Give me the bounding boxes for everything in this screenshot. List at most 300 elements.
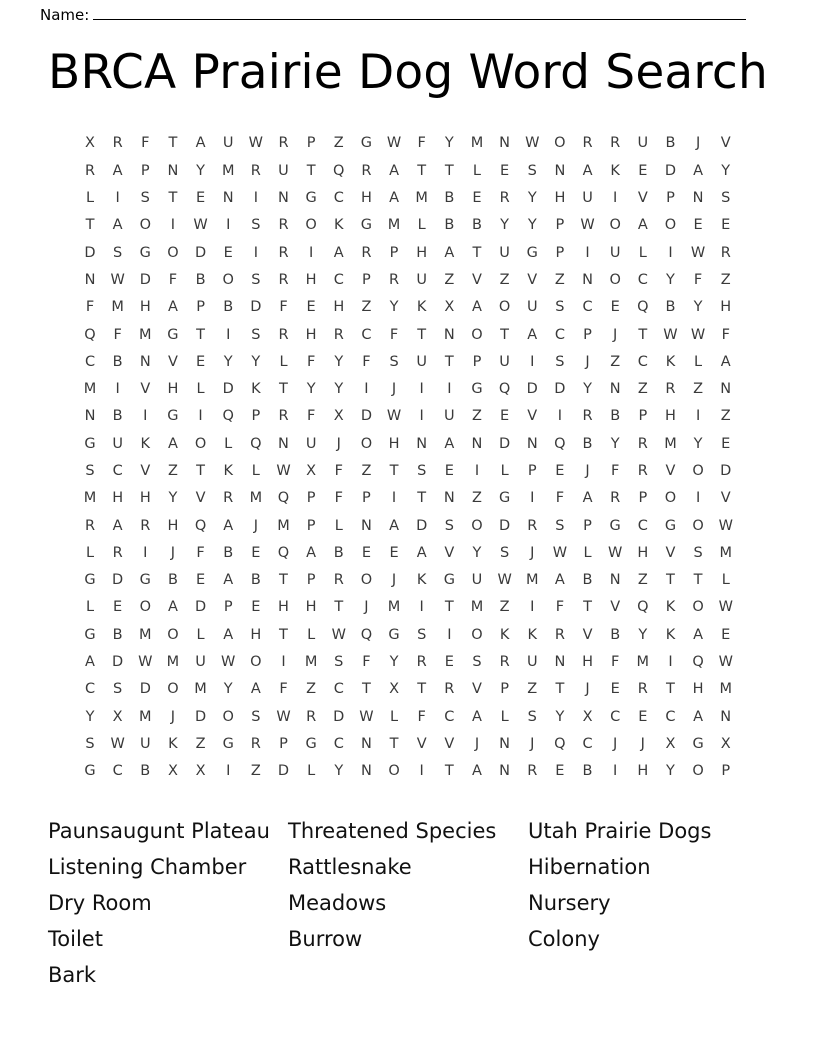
grid-cell[interactable]: T (444, 353, 454, 370)
grid-cell[interactable]: I (613, 190, 618, 207)
grid-cell[interactable]: O (222, 708, 234, 725)
grid-cell[interactable]: J (170, 544, 176, 561)
grid-cell[interactable]: W (221, 654, 236, 671)
grid-cell[interactable]: O (250, 654, 262, 671)
grid-cell[interactable]: K (416, 572, 427, 589)
grid-cell[interactable]: B (444, 217, 455, 234)
grid-cell[interactable]: K (527, 626, 537, 643)
grid-cell[interactable]: D (112, 654, 124, 671)
grid-cell[interactable]: S (113, 244, 123, 261)
grid-cell[interactable]: P (196, 299, 205, 316)
grid-cell[interactable]: Z (333, 135, 344, 152)
grid-cell[interactable]: L (251, 463, 260, 479)
grid-cell[interactable]: O (609, 217, 621, 234)
grid-cell[interactable]: R (499, 190, 510, 207)
grid-cell[interactable]: Y (251, 353, 261, 370)
grid-cell[interactable]: D (250, 299, 262, 316)
grid-cell[interactable]: B (582, 435, 593, 452)
grid-cell[interactable]: L (279, 353, 288, 370)
grid-cell[interactable]: A (527, 326, 538, 343)
grid-cell[interactable]: W (276, 463, 291, 479)
grid-cell[interactable]: P (279, 735, 288, 752)
word-list-item[interactable]: Meadows (288, 891, 387, 916)
grid-cell[interactable]: N (416, 435, 428, 452)
grid-cell[interactable]: Y (610, 435, 620, 452)
grid-cell[interactable]: Y (500, 217, 510, 234)
grid-cell[interactable]: G (498, 490, 511, 507)
grid-cell[interactable]: Y (223, 353, 233, 370)
grid-cell[interactable]: A (389, 190, 399, 207)
grid-cell[interactable]: K (251, 381, 261, 398)
grid-cell[interactable]: A (195, 135, 206, 152)
grid-cell[interactable]: R (278, 244, 289, 261)
grid-cell[interactable]: F (141, 135, 150, 152)
grid-cell[interactable]: M (111, 299, 124, 316)
grid-cell[interactable]: F (334, 490, 343, 507)
grid-cell[interactable]: C (333, 681, 344, 698)
grid-cell[interactable]: H (139, 299, 151, 316)
grid-cell[interactable]: N (443, 326, 455, 343)
grid-cell[interactable]: W (552, 544, 568, 561)
grid-cell[interactable]: S (85, 463, 95, 479)
grid-cell[interactable]: R (665, 381, 676, 398)
grid-cell[interactable]: D (333, 708, 345, 725)
grid-cell[interactable]: O (498, 299, 511, 316)
grid-cell[interactable]: R (112, 544, 123, 561)
grid-cell[interactable]: H (582, 654, 593, 671)
grid-cell[interactable]: O (471, 517, 483, 534)
grid-cell[interactable]: W (497, 572, 512, 589)
grid-cell[interactable]: E (251, 544, 261, 561)
grid-cell[interactable]: D (720, 463, 732, 479)
grid-cell[interactable]: R (333, 572, 344, 589)
grid-cell[interactable]: P (638, 490, 648, 507)
grid-cell[interactable]: S (140, 190, 150, 207)
grid-cell[interactable]: F (113, 326, 122, 343)
grid-cell[interactable]: J (695, 135, 701, 152)
grid-cell[interactable]: T (279, 626, 288, 643)
word-list-item[interactable]: Threatened Species (288, 819, 497, 844)
grid-cell[interactable]: N (609, 572, 621, 589)
grid-cell[interactable]: X (444, 299, 455, 316)
grid-cell[interactable]: U (416, 271, 427, 288)
grid-cell[interactable]: M (249, 490, 263, 507)
grid-cell[interactable]: G (305, 735, 317, 752)
grid-cell[interactable]: T (85, 217, 95, 234)
grid-cell[interactable]: A (582, 162, 593, 179)
grid-cell[interactable]: X (195, 763, 206, 780)
grid-cell[interactable]: I (668, 244, 673, 261)
grid-cell[interactable]: R (84, 162, 96, 179)
grid-cell[interactable]: N (554, 162, 566, 179)
grid-cell[interactable]: Y (693, 435, 703, 452)
grid-cell[interactable]: T (583, 599, 592, 616)
grid-cell[interactable]: I (695, 490, 701, 507)
grid-cell[interactable]: W (386, 135, 402, 152)
grid-cell[interactable]: T (168, 135, 178, 152)
name-write-line[interactable] (93, 6, 746, 20)
grid-cell[interactable]: W (276, 708, 291, 725)
grid-cell[interactable]: A (416, 544, 427, 561)
grid-cell[interactable]: Y (334, 763, 344, 780)
grid-cell[interactable]: C (637, 353, 648, 370)
word-search-grid[interactable] (78, 130, 738, 785)
grid-cell[interactable]: F (417, 708, 426, 725)
grid-cell[interactable]: V (444, 735, 455, 752)
grid-cell[interactable]: G (692, 735, 704, 752)
grid-cell[interactable]: S (555, 353, 565, 370)
grid-cell[interactable]: H (720, 299, 732, 316)
grid-cell[interactable]: O (692, 517, 704, 534)
grid-cell[interactable]: T (417, 490, 427, 507)
grid-cell[interactable]: E (444, 463, 454, 479)
grid-cell[interactable]: W (359, 708, 374, 725)
grid-cell[interactable]: W (525, 135, 540, 152)
grid-cell[interactable]: J (474, 735, 480, 752)
grid-cell[interactable]: R (278, 271, 289, 288)
grid-cell[interactable]: X (306, 463, 317, 479)
grid-cell[interactable]: I (226, 217, 231, 234)
grid-cell[interactable]: S (113, 681, 123, 698)
grid-cell[interactable]: Q (637, 599, 649, 616)
grid-cell[interactable]: I (530, 353, 535, 370)
grid-cell[interactable]: C (84, 353, 96, 370)
grid-cell[interactable]: S (472, 654, 482, 671)
grid-cell[interactable]: I (530, 490, 535, 507)
grid-cell[interactable]: Y (444, 135, 454, 152)
grid-cell[interactable]: L (334, 517, 343, 534)
grid-cell[interactable]: T (196, 463, 205, 479)
grid-cell[interactable]: P (140, 162, 150, 179)
grid-cell[interactable]: M (194, 681, 207, 698)
grid-cell[interactable]: B (140, 763, 151, 780)
grid-cell[interactable]: J (585, 463, 590, 479)
grid-cell[interactable]: C (582, 735, 593, 752)
grid-cell[interactable]: L (721, 572, 730, 589)
grid-cell[interactable]: D (194, 599, 207, 616)
grid-cell[interactable]: V (610, 599, 621, 616)
grid-cell[interactable]: P (306, 572, 316, 589)
grid-cell[interactable]: P (306, 135, 316, 152)
grid-cell[interactable]: G (84, 435, 96, 452)
grid-cell[interactable]: F (306, 353, 316, 370)
grid-cell[interactable]: O (554, 135, 566, 152)
grid-cell[interactable]: Y (389, 654, 399, 671)
grid-cell[interactable]: A (167, 299, 178, 316)
grid-cell[interactable]: T (666, 572, 675, 589)
grid-cell[interactable]: G (443, 572, 455, 589)
grid-cell[interactable]: M (221, 162, 235, 179)
grid-cell[interactable]: K (610, 162, 620, 179)
grid-cell[interactable]: D (112, 572, 124, 589)
grid-cell[interactable]: R (278, 408, 289, 425)
grid-cell[interactable]: I (143, 544, 148, 561)
grid-cell[interactable]: N (499, 135, 511, 152)
grid-cell[interactable]: D (139, 271, 151, 288)
grid-cell[interactable]: E (223, 244, 233, 261)
grid-cell[interactable]: Q (498, 381, 511, 398)
grid-cell[interactable]: A (223, 572, 234, 589)
grid-cell[interactable]: R (361, 244, 372, 261)
grid-cell[interactable]: Y (85, 708, 95, 725)
grid-cell[interactable]: J (585, 681, 590, 698)
grid-cell[interactable]: S (555, 517, 565, 534)
grid-cell[interactable]: A (444, 435, 455, 452)
grid-cell[interactable]: A (472, 763, 482, 780)
grid-cell[interactable]: O (692, 763, 704, 780)
grid-cell[interactable]: U (305, 435, 317, 452)
grid-cell[interactable]: F (85, 299, 95, 316)
grid-cell[interactable]: Z (720, 271, 731, 288)
grid-cell[interactable]: Y (583, 381, 592, 398)
grid-cell[interactable]: A (167, 599, 178, 616)
grid-cell[interactable]: L (417, 217, 426, 234)
word-list-item[interactable]: Bark (48, 963, 97, 988)
grid-cell[interactable]: Y (638, 626, 648, 643)
grid-cell[interactable]: V (665, 544, 676, 561)
grid-cell[interactable]: U (222, 135, 234, 152)
grid-cell[interactable]: P (527, 463, 537, 479)
grid-cell[interactable]: F (555, 599, 565, 616)
grid-cell[interactable]: E (195, 190, 206, 207)
grid-cell[interactable]: Q (277, 544, 290, 561)
grid-cell[interactable]: E (610, 299, 620, 316)
grid-cell[interactable]: B (444, 190, 455, 207)
grid-cell[interactable]: Q (637, 299, 649, 316)
grid-cell[interactable]: K (416, 299, 427, 316)
grid-cell[interactable]: U (112, 435, 123, 452)
grid-cell[interactable]: E (721, 217, 731, 234)
grid-cell[interactable]: H (554, 190, 566, 207)
grid-cell[interactable]: D (360, 408, 372, 425)
grid-cell[interactable]: O (167, 626, 179, 643)
grid-cell[interactable]: G (139, 572, 151, 589)
grid-cell[interactable]: G (167, 326, 179, 343)
grid-cell[interactable]: E (610, 681, 620, 698)
grid-cell[interactable]: C (333, 735, 344, 752)
grid-cell[interactable]: P (223, 599, 233, 616)
grid-cell[interactable]: I (170, 217, 176, 234)
grid-cell[interactable]: D (139, 681, 151, 698)
grid-cell[interactable]: S (334, 654, 344, 671)
grid-cell[interactable]: W (138, 654, 153, 671)
grid-cell[interactable]: U (637, 135, 649, 152)
grid-cell[interactable]: E (693, 217, 703, 234)
grid-cell[interactable]: B (582, 763, 593, 780)
grid-cell[interactable]: B (167, 572, 178, 589)
grid-cell[interactable]: J (364, 599, 369, 616)
grid-cell[interactable]: N (360, 735, 372, 752)
grid-cell[interactable]: A (472, 708, 482, 725)
grid-cell[interactable]: U (499, 353, 510, 370)
grid-cell[interactable]: T (361, 681, 371, 698)
grid-cell[interactable]: W (193, 217, 208, 234)
grid-cell[interactable]: M (664, 435, 677, 452)
grid-cell[interactable]: H (692, 681, 704, 698)
grid-cell[interactable]: Y (306, 381, 316, 398)
grid-cell[interactable]: T (306, 162, 316, 179)
grid-cell[interactable]: F (279, 299, 288, 316)
grid-cell[interactable]: N (278, 190, 289, 207)
grid-cell[interactable]: G (471, 381, 483, 398)
grid-cell[interactable]: Z (306, 681, 317, 698)
grid-cell[interactable]: Z (720, 408, 731, 425)
grid-cell[interactable]: A (389, 517, 399, 534)
grid-cell[interactable]: N (167, 162, 179, 179)
grid-cell[interactable]: I (447, 626, 452, 643)
grid-cell[interactable]: W (110, 735, 125, 752)
grid-cell[interactable]: I (530, 599, 535, 616)
grid-cell[interactable]: A (720, 353, 731, 370)
grid-cell[interactable]: H (167, 381, 179, 398)
grid-cell[interactable]: Z (472, 408, 482, 425)
grid-cell[interactable]: L (638, 244, 647, 261)
grid-cell[interactable]: W (663, 326, 678, 343)
grid-cell[interactable]: P (638, 408, 648, 425)
grid-cell[interactable]: O (167, 681, 179, 698)
grid-cell[interactable]: Z (554, 271, 565, 288)
grid-cell[interactable]: T (279, 572, 288, 589)
word-list-item[interactable]: Utah Prairie Dogs (528, 819, 712, 844)
grid-cell[interactable]: U (444, 408, 455, 425)
grid-cell[interactable]: L (694, 353, 703, 370)
grid-cell[interactable]: K (140, 435, 151, 452)
grid-cell[interactable]: O (139, 599, 151, 616)
grid-cell[interactable]: B (471, 217, 482, 234)
grid-cell[interactable]: P (555, 217, 565, 234)
grid-cell[interactable]: P (500, 681, 509, 698)
grid-cell[interactable]: U (195, 654, 206, 671)
grid-cell[interactable]: C (610, 708, 621, 725)
grid-cell[interactable]: K (665, 353, 676, 370)
grid-cell[interactable]: M (139, 626, 152, 643)
grid-cell[interactable]: R (361, 162, 372, 179)
grid-cell[interactable]: R (610, 490, 621, 507)
grid-cell[interactable]: B (665, 299, 676, 316)
grid-cell[interactable]: V (582, 626, 593, 643)
grid-cell[interactable]: M (387, 599, 401, 616)
grid-cell[interactable]: T (279, 381, 288, 398)
grid-cell[interactable]: C (84, 681, 96, 698)
grid-cell[interactable]: U (278, 162, 289, 179)
grid-cell[interactable]: R (637, 463, 648, 479)
grid-cell[interactable]: N (139, 353, 151, 370)
grid-cell[interactable]: Z (167, 463, 178, 479)
grid-cell[interactable]: V (472, 271, 482, 288)
word-list-item[interactable]: Nursery (528, 891, 611, 916)
grid-cell[interactable]: L (390, 708, 399, 725)
grid-cell[interactable]: P (251, 408, 261, 425)
grid-cell[interactable]: E (472, 190, 482, 207)
grid-cell[interactable]: D (526, 381, 538, 398)
grid-cell[interactable]: M (139, 326, 152, 343)
grid-cell[interactable]: D (499, 517, 511, 534)
grid-cell[interactable]: Y (555, 708, 565, 725)
grid-cell[interactable]: F (362, 654, 371, 671)
grid-cell[interactable]: T (444, 599, 454, 616)
grid-cell[interactable]: T (196, 326, 205, 343)
grid-cell[interactable]: E (638, 162, 648, 179)
grid-cell[interactable]: R (637, 681, 648, 698)
grid-cell[interactable]: Z (499, 271, 510, 288)
grid-cell[interactable]: O (388, 763, 400, 780)
grid-cell[interactable]: H (139, 490, 151, 507)
grid-cell[interactable]: E (361, 544, 371, 561)
grid-cell[interactable]: Q (554, 435, 566, 452)
grid-cell[interactable]: W (608, 544, 623, 561)
grid-cell[interactable]: A (250, 681, 261, 698)
grid-cell[interactable]: P (472, 353, 482, 370)
grid-cell[interactable]: A (112, 162, 123, 179)
grid-cell[interactable]: U (499, 244, 510, 261)
grid-cell[interactable]: R (527, 517, 538, 534)
grid-cell[interactable]: I (585, 244, 590, 261)
grid-cell[interactable]: F (611, 654, 620, 671)
grid-cell[interactable]: V (167, 353, 178, 370)
grid-cell[interactable]: M (719, 681, 732, 698)
grid-cell[interactable]: R (140, 517, 151, 534)
grid-cell[interactable]: D (416, 517, 428, 534)
grid-cell[interactable]: R (223, 490, 234, 507)
grid-cell[interactable]: M (277, 517, 290, 534)
grid-cell[interactable]: M (525, 572, 539, 589)
grid-cell[interactable]: H (167, 517, 179, 534)
grid-cell[interactable]: I (419, 381, 424, 398)
grid-cell[interactable]: J (253, 517, 258, 534)
grid-cell[interactable]: S (251, 271, 261, 288)
grid-cell[interactable]: Q (692, 654, 704, 671)
grid-cell[interactable]: E (195, 353, 206, 370)
grid-cell[interactable]: T (693, 572, 703, 589)
grid-cell[interactable]: F (611, 463, 620, 479)
grid-cell[interactable]: J (391, 381, 397, 398)
grid-cell[interactable]: Z (499, 599, 510, 616)
grid-cell[interactable]: L (307, 626, 316, 643)
grid-cell[interactable]: K (334, 217, 344, 234)
grid-cell[interactable]: L (196, 381, 205, 398)
grid-cell[interactable]: S (444, 517, 454, 534)
grid-cell[interactable]: Y (334, 353, 344, 370)
grid-cell[interactable]: I (115, 381, 120, 398)
grid-cell[interactable]: T (168, 190, 178, 207)
grid-cell[interactable]: O (471, 626, 483, 643)
grid-cell[interactable]: V (416, 735, 427, 752)
grid-cell[interactable]: E (500, 408, 510, 425)
grid-cell[interactable]: Y (666, 763, 675, 780)
grid-cell[interactable]: Q (277, 490, 290, 507)
grid-cell[interactable]: E (306, 299, 316, 316)
grid-cell[interactable]: P (583, 326, 592, 343)
grid-cell[interactable]: N (499, 763, 511, 780)
grid-cell[interactable]: L (224, 435, 233, 452)
grid-cell[interactable]: M (470, 599, 484, 616)
grid-cell[interactable]: V (527, 271, 538, 288)
grid-cell[interactable]: Z (361, 299, 372, 316)
grid-cell[interactable]: M (166, 654, 180, 671)
grid-cell[interactable]: W (718, 654, 733, 671)
grid-cell[interactable]: A (554, 572, 565, 589)
grid-cell[interactable]: A (472, 299, 482, 316)
grid-cell[interactable]: O (692, 463, 704, 479)
grid-cell[interactable]: K (168, 735, 178, 752)
grid-cell[interactable]: K (499, 626, 510, 643)
grid-cell[interactable]: N (692, 190, 704, 207)
grid-cell[interactable]: I (419, 408, 424, 425)
grid-cell[interactable]: S (693, 544, 703, 561)
grid-cell[interactable]: M (139, 708, 152, 725)
grid-cell[interactable]: Z (693, 381, 704, 398)
grid-cell[interactable]: H (637, 544, 649, 561)
